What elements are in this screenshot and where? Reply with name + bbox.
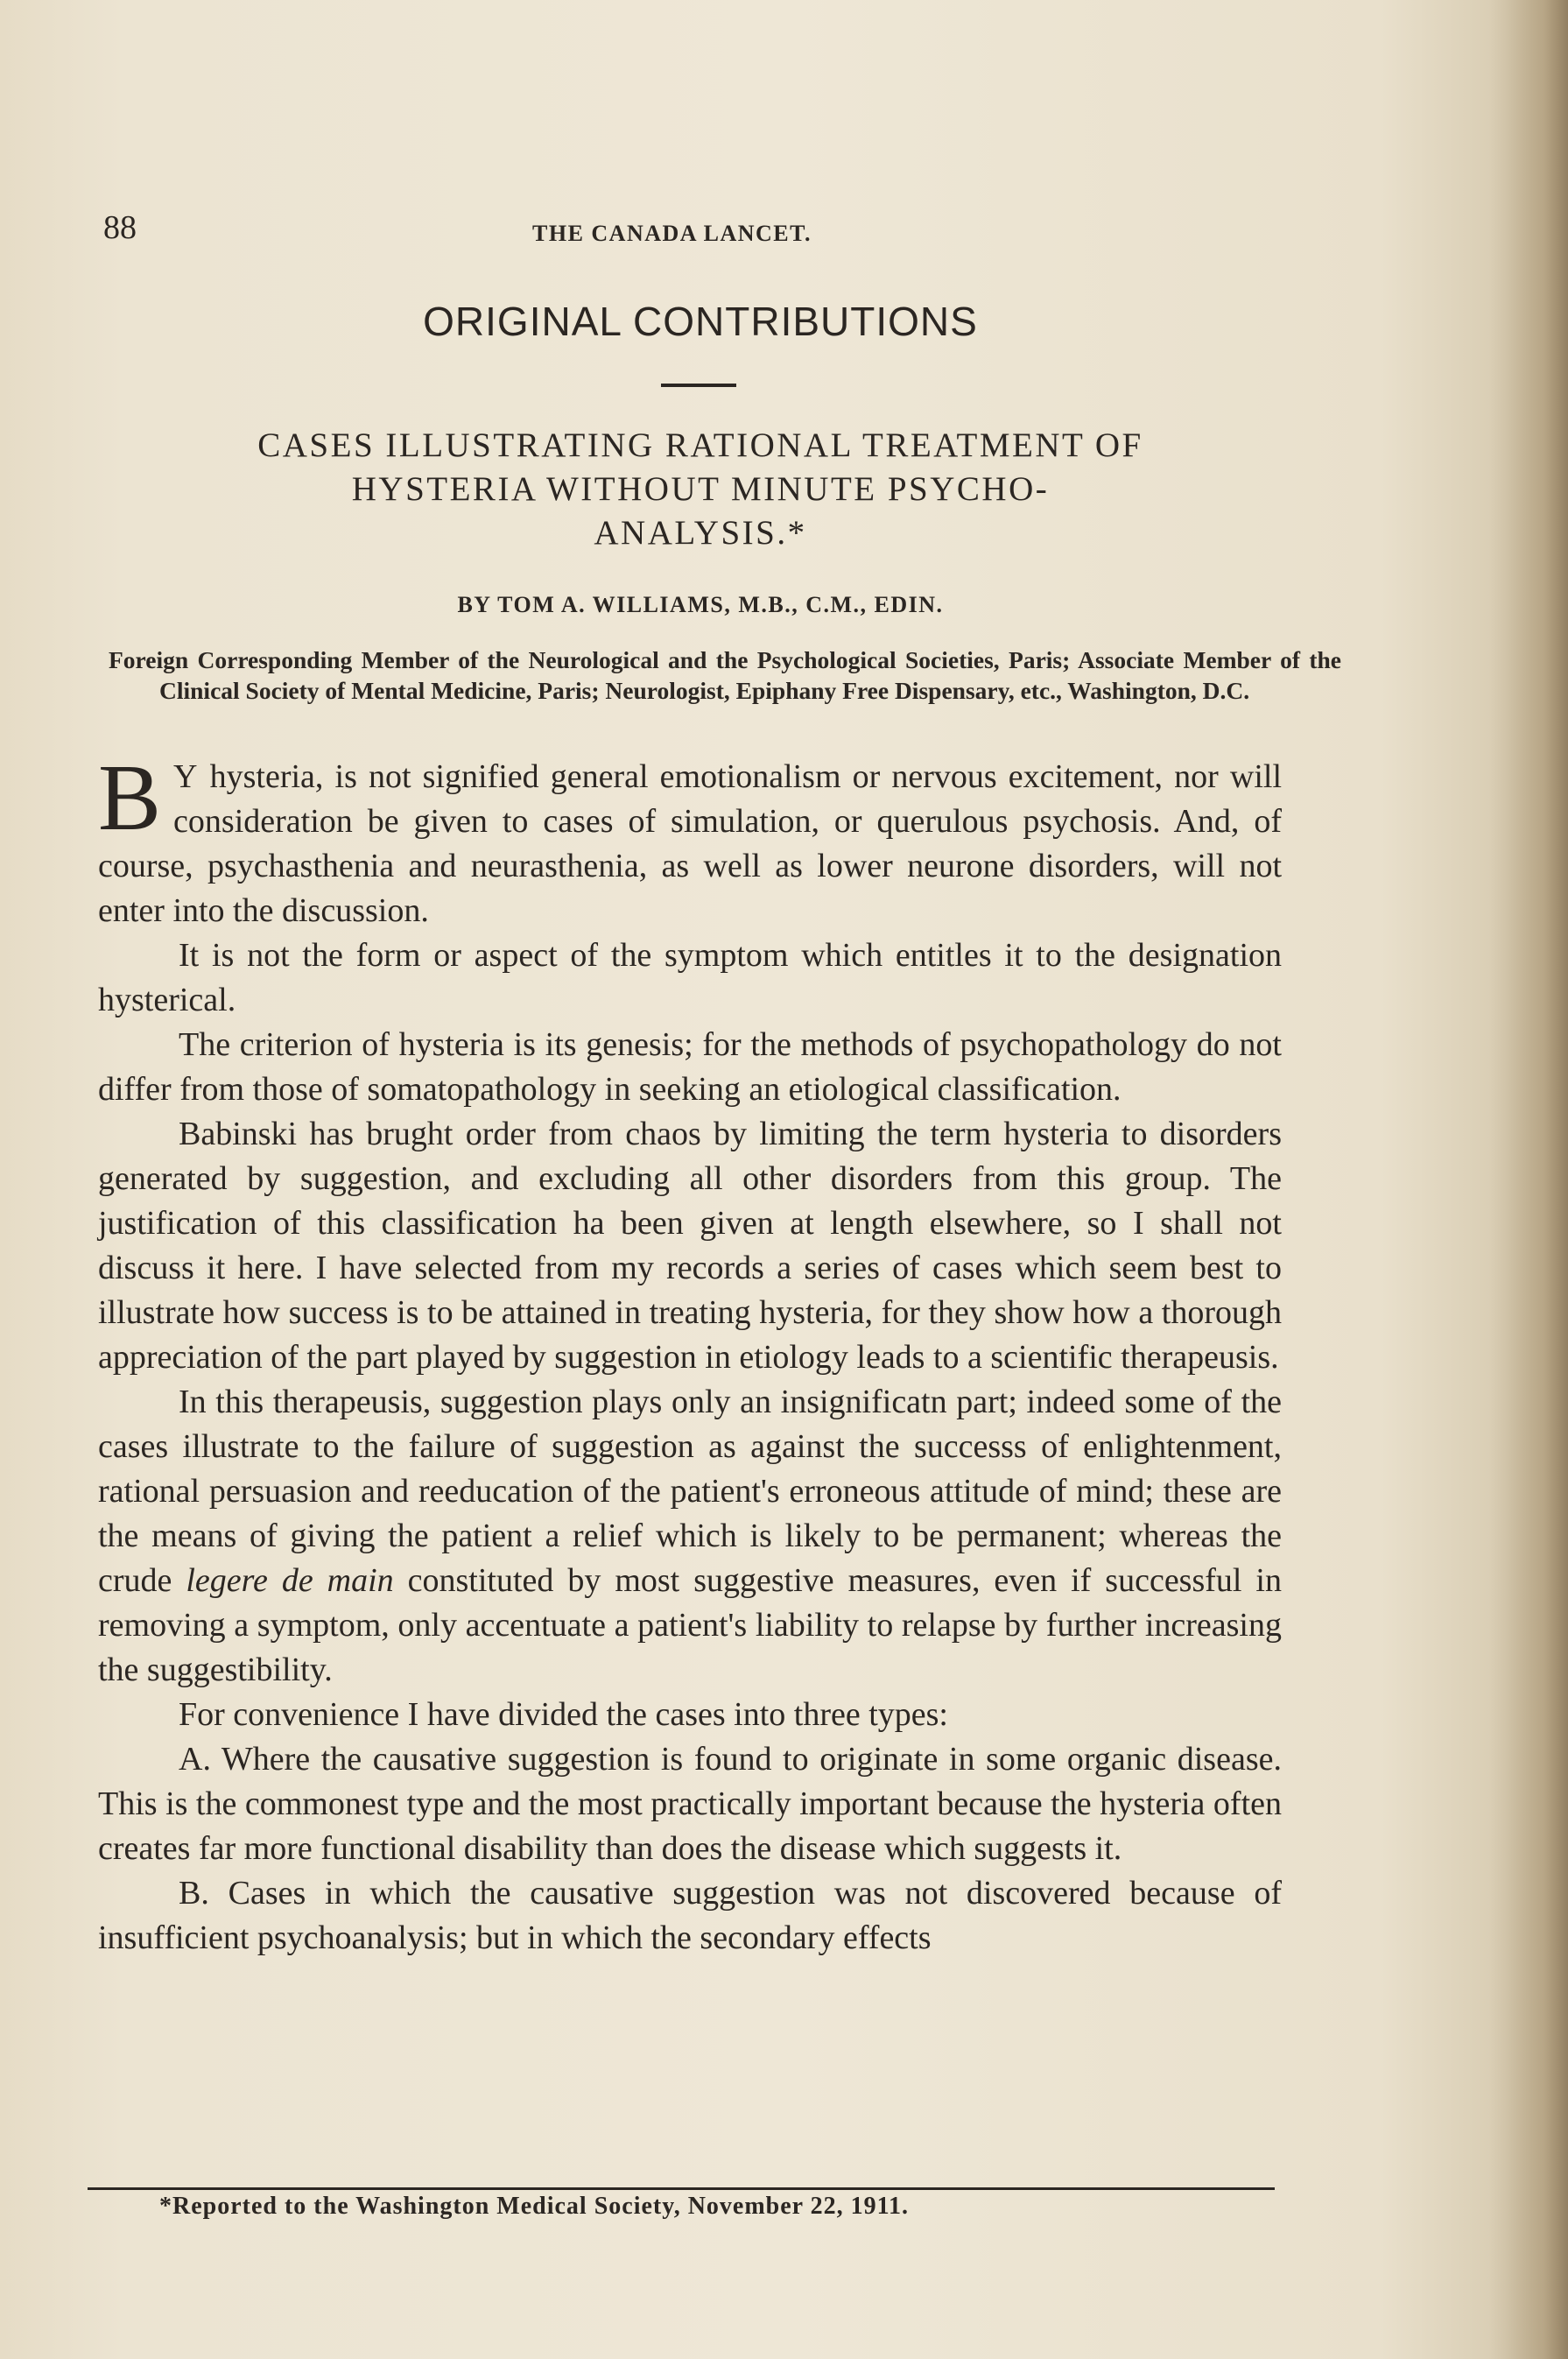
page-number: 88: [103, 209, 137, 246]
paragraph-2: It is not the form or aspect of the symptom which entitles it to the designation hysterical.: [98, 937, 1282, 1018]
page-header: [103, 208, 1294, 252]
paragraph-5-text-a: In this therapeusis, suggestion plays only an insignificatn part; indeed some of the cases illustrate to the failure of suggestion as against the successs of enlightenment, rational persuasion and reeducation of the patient's erroneous attitude of mind; these are the means of giving the patient a relief which is likely to be permanent; whereas the crude: [98, 1384, 1282, 1599]
paragraph-5-text-b: constituted by most suggestive measures, even if successful in removing a symptom, only accentuate a patient's liability to relapse by further increasing the suggestibility.: [98, 1562, 1282, 1688]
author-affiliation: Foreign Corresponding Member of the Neurological and the Psychological Societies, Paris; Associate Member of the Clinical Society of Mental Medicine, Paris; Neurologist, Epiphany Free Dispensary, etc., Washington, D.C.: [109, 646, 1341, 704]
running-head: THE CANADA LANCET.: [532, 221, 812, 246]
paragraph-4: Babinski has brught order from chaos by limiting the term hysteria to disorders generated by suggestion, and excluding all other disorders from this group. The justification of this classification ha been given at length elsewhere, so I shall not discuss it here. I have selected from my records a series of cases which seem best to illustrate how success is to be attained in treating hysteria, for they show how a thorough appreciation of the part played by suggestion in etiology leads to a scientific therapeusis.: [98, 1116, 1282, 1376]
paragraph-1-text: hysteria, is not signified general emotionalism or nervous excitement, nor will consideration be given to cases of simulation, or querulous psychosis. And, of course, psychasthenia and neurasthenia, as well as lower neurone disorders, will not enter into the discussion.: [98, 758, 1282, 929]
article-title-line-2: HYSTERIA WITHOUT MINUTE PSYCHO-: [351, 470, 1050, 508]
paragraph-7: A. Where the causative suggestion is found to originate in some organic disease. This is the commonest type and the most practically important because the hysteria often creates far more functional disability than does the disease which suggests it.: [98, 1741, 1282, 1867]
paragraph-8: B. Cases in which the causative suggestion was not discovered because of insufficient psychoanalysis; but in which the secondary effects: [98, 1875, 1282, 1956]
article-body: [98, 746, 1282, 1961]
italic-phrase: legere de main: [186, 1562, 394, 1599]
section-title: ORIGINAL CONTRIBUTIONS: [423, 299, 978, 344]
byline: BY TOM A. WILLIAMS, M.B., C.M., EDIN.: [457, 592, 944, 617]
paragraph-1: [98, 746, 1282, 933]
article-title-line-3: ANALYSIS.*: [594, 514, 807, 552]
footnote: *Reported to the Washington Medical Society, November 22, 1911.: [159, 2193, 910, 2220]
paragraph-5: [98, 1380, 1282, 1693]
lead-in: Y: [173, 758, 199, 795]
title-divider: [661, 384, 736, 387]
page-edge-shadow: [1489, 0, 1568, 2359]
drop-cap: B: [98, 746, 162, 850]
footnote-rule: [88, 2187, 1275, 2190]
paragraph-6: For convenience I have divided the cases into three types:: [179, 1696, 948, 1733]
article-title-line-1: CASES ILLUSTRATING RATIONAL TREATMENT OF: [257, 426, 1143, 464]
article-title: [149, 424, 1252, 555]
paragraph-3: The criterion of hysteria is its genesis; for the methods of psychopathology do not differ from those of somatopathology in seeking an etiological classification.: [98, 1026, 1282, 1108]
